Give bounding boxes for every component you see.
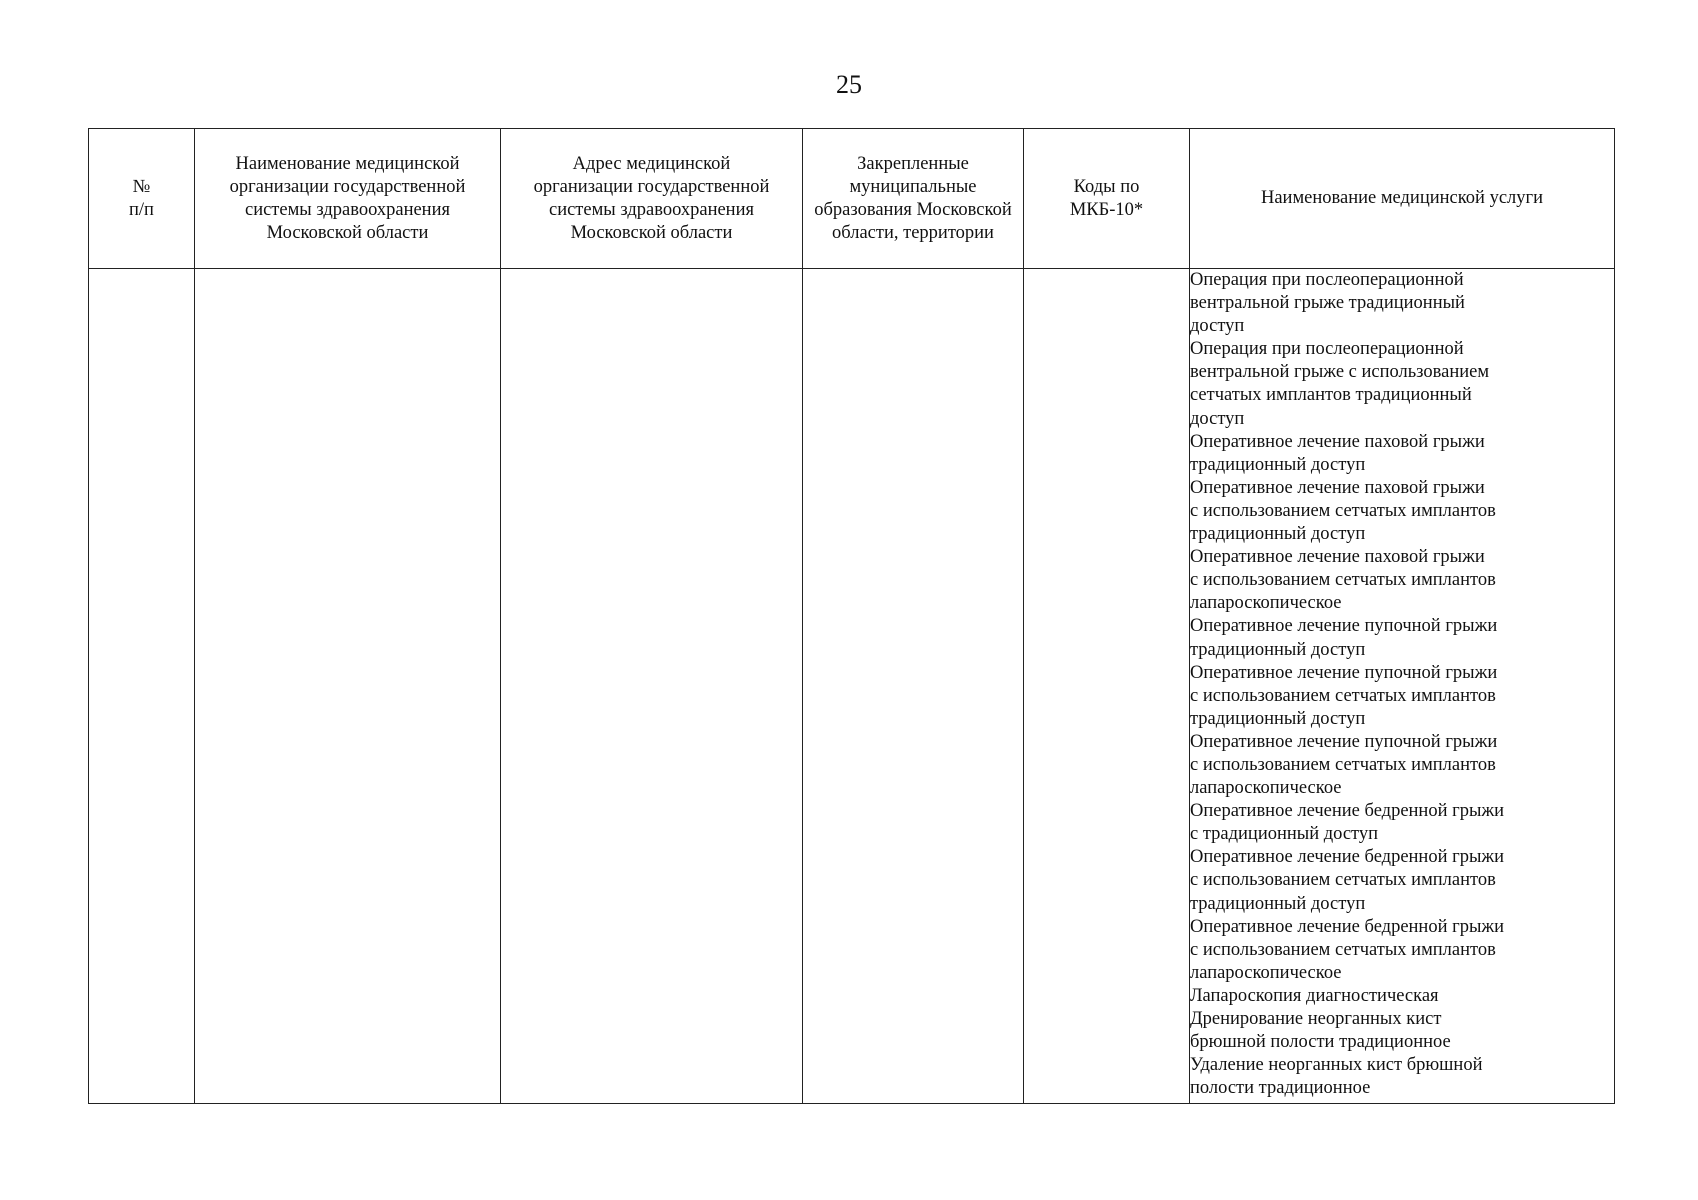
header-organization: Наименование медицинской организации государственной системы здравоохранения Московской области xyxy=(195,129,501,269)
service-item: Оперативное лечение бедренной грыжи с использованием сетчатых имплантов лапароскопическое xyxy=(1190,916,1505,983)
cell-icd-codes xyxy=(1024,269,1190,1104)
service-item: Операция при послеоперационной вентральной грыже традиционный доступ xyxy=(1190,270,1465,337)
service-item: Операция при послеоперационной вентральной грыже с использованием сетчатых имплантов традиционный доступ xyxy=(1190,339,1490,429)
table-row xyxy=(89,269,1615,1104)
header-address: Адрес медицинской организации государственной системы здравоохранения Московской области xyxy=(501,129,803,269)
service-item: Лапароскопия диагностическая xyxy=(1190,985,1439,1006)
page-number: 25 xyxy=(836,70,862,99)
header-number-label: № п/п xyxy=(129,176,154,220)
table-header-row xyxy=(89,129,1615,269)
cell-territories xyxy=(803,269,1024,1104)
service-item: Дренирование неорганных кист брюшной полости традиционное xyxy=(1190,1009,1451,1053)
header-service-name: Наименование медицинской услуги xyxy=(1190,129,1615,269)
service-item: Оперативное лечение паховой грыжи с использованием сетчатых имплантов лапароскопическое xyxy=(1190,547,1496,614)
cell-organization xyxy=(195,269,501,1104)
header-number xyxy=(89,129,195,269)
services-table xyxy=(88,128,1615,1104)
cell-address xyxy=(501,269,803,1104)
service-item: Оперативное лечение бедренной грыжи с традиционный доступ xyxy=(1190,801,1505,845)
service-item: Оперативное лечение бедренной грыжи с использованием сетчатых имплантов традиционный доступ xyxy=(1190,847,1505,914)
service-item: Оперативное лечение паховой грыжи традиционный доступ xyxy=(1190,431,1485,475)
cell-number xyxy=(89,269,195,1104)
service-item: Удаление неорганных кист брюшной полости традиционное xyxy=(1190,1055,1483,1099)
header-icd-codes: Коды по МКБ-10* xyxy=(1024,129,1190,269)
service-item: Оперативное лечение пупочной грыжи с использованием сетчатых имплантов традиционный доступ xyxy=(1190,662,1498,729)
header-territories: Закрепленные муниципальные образования Московской области, территории xyxy=(803,129,1024,269)
service-item: Оперативное лечение пупочной грыжи традиционный доступ xyxy=(1190,616,1498,660)
service-item: Оперативное лечение паховой грыжи с использованием сетчатых имплантов традиционный доступ xyxy=(1190,477,1496,545)
cell-services xyxy=(1190,269,1615,1104)
service-item: Оперативное лечение пупочной грыжи с использованием сетчатых имплантов лапароскопическое xyxy=(1190,731,1498,799)
